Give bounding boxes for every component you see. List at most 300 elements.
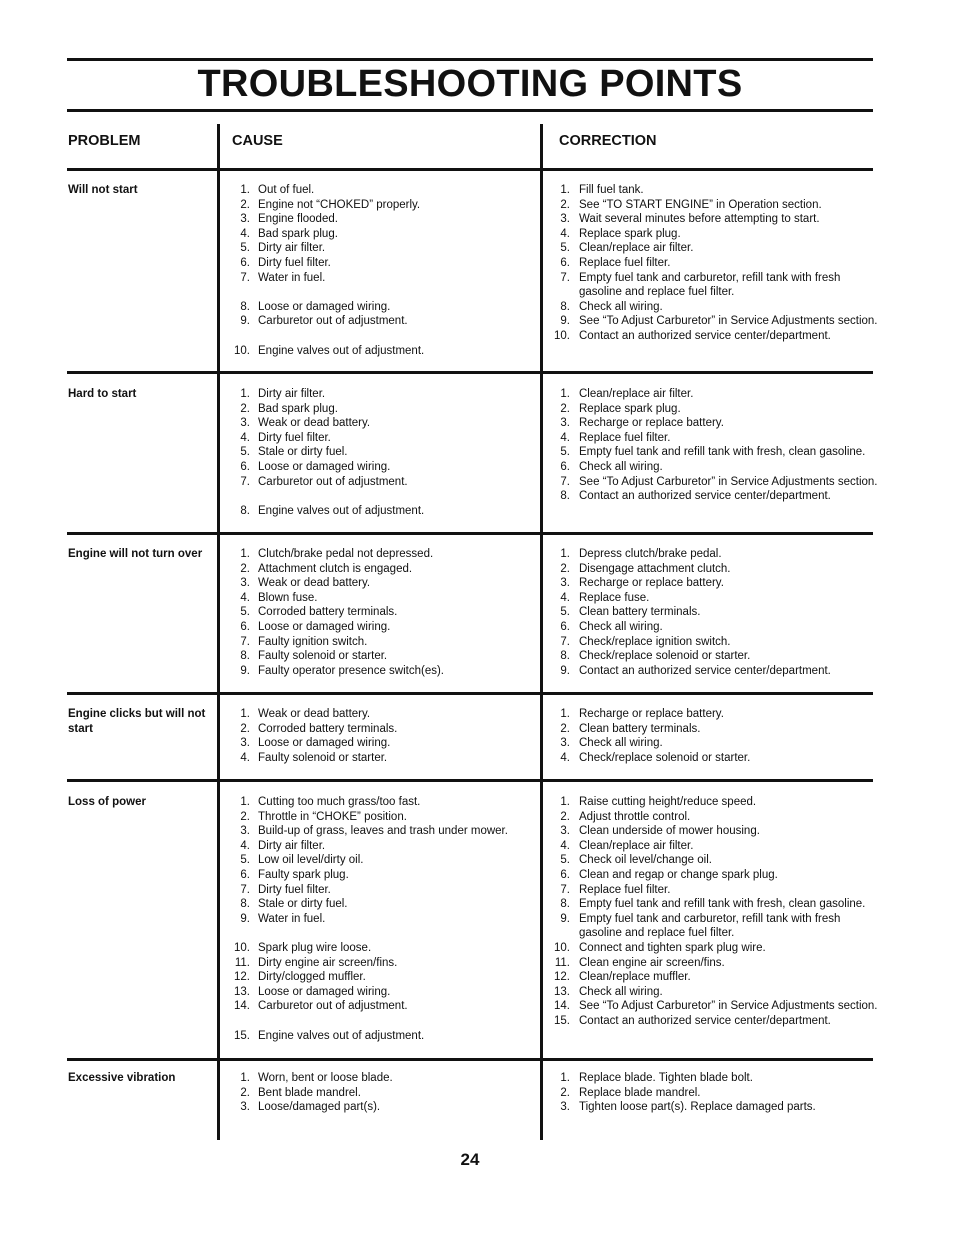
cause-list-will-not-start — [226, 183, 536, 358]
item-text: Disengage attachment clutch. — [579, 562, 731, 575]
item-text: Carburetor out of adjustment. — [258, 1000, 408, 1013]
item-text: Check/replace ignition switch. — [579, 635, 731, 648]
correction-list-loss-of-power — [546, 795, 886, 1029]
item-text: Dirty air filter. — [258, 242, 326, 255]
item-text: Clean battery terminals. — [579, 722, 701, 735]
item-number: 6. — [240, 460, 250, 473]
list-item — [546, 941, 886, 956]
item-text: Engine valves out of adjustment. — [258, 1029, 425, 1042]
list-item — [546, 970, 886, 985]
item-number: 8. — [240, 504, 250, 517]
list-item — [546, 431, 886, 446]
list-item — [226, 431, 536, 446]
item-number: 12. — [234, 971, 250, 984]
item-text: Water in fuel. — [258, 912, 326, 925]
item-number: 14. — [554, 1000, 570, 1013]
list-item — [546, 271, 886, 300]
row-divider — [67, 692, 873, 695]
item-text: Loose or damaged wiring. — [258, 985, 391, 998]
item-text: Bent blade mandrel. — [258, 1086, 361, 1099]
page-number: 24 — [460, 1150, 480, 1169]
list-item — [226, 256, 536, 271]
list-item — [546, 664, 886, 679]
list-item — [226, 839, 536, 854]
item-number: 3. — [240, 1101, 250, 1114]
item-text: Loose or damaged wiring. — [258, 300, 391, 313]
item-text: Connect and tighten spark plug wire. — [579, 941, 766, 954]
list-item — [546, 883, 886, 898]
item-number: 7. — [240, 475, 250, 488]
item-number: 7. — [240, 883, 250, 896]
list-item — [226, 504, 536, 519]
item-text: Adjust throttle control. — [579, 810, 691, 823]
item-text: Loose or damaged wiring. — [258, 737, 391, 750]
item-number: 6. — [240, 868, 250, 881]
item-number: 3. — [560, 1101, 570, 1114]
item-number: 3. — [560, 825, 570, 838]
list-item — [546, 256, 886, 271]
list-item — [226, 183, 536, 198]
list-item — [546, 795, 886, 810]
list-item — [226, 445, 536, 460]
item-number: 10. — [234, 941, 250, 954]
item-number: 2. — [560, 198, 570, 211]
header-cause: CAUSE — [232, 133, 283, 149]
list-item — [226, 212, 536, 227]
item-number: 2. — [560, 1086, 570, 1099]
item-text: Check all wiring. — [579, 460, 663, 473]
list-item — [226, 868, 536, 883]
item-text: Weak or dead battery. — [258, 577, 371, 590]
item-text: Empty fuel tank and refill tank with fresh, clean gasoline. — [579, 446, 866, 459]
item-number: 2. — [240, 562, 250, 575]
item-text: Replace fuel filter. — [579, 883, 671, 896]
item-text: Faulty solenoid or starter. — [258, 650, 388, 663]
item-text: Clean/replace air filter. — [579, 242, 694, 255]
item-number: 1. — [240, 1072, 250, 1084]
list-item — [546, 183, 886, 198]
list-item — [226, 562, 536, 577]
item-number: 5. — [560, 606, 570, 619]
item-text: Weak or dead battery. — [258, 417, 371, 430]
list-item — [546, 1014, 886, 1029]
item-text: Engine valves out of adjustment. — [258, 344, 425, 357]
list-item — [546, 460, 886, 475]
item-number: 7. — [560, 271, 570, 284]
list-item — [546, 416, 886, 431]
item-text: Dirty fuel filter. — [258, 883, 331, 896]
list-item — [226, 416, 536, 431]
item-text: Replace spark plug. — [579, 227, 681, 240]
list-spacer — [226, 285, 536, 300]
item-text: See “To Adjust Carburetor” in Service Adjustments section. — [579, 475, 878, 488]
item-text: Empty fuel tank and carburetor, refill tank with fresh gasoline and replace fuel filter. — [579, 912, 841, 940]
item-number: 2. — [560, 722, 570, 735]
item-text: Loose or damaged wiring. — [258, 460, 391, 473]
page-title: TROUBLESHOOTING POINTS — [197, 63, 743, 105]
item-number: 5. — [240, 242, 250, 255]
list-item — [546, 912, 886, 941]
item-text: Clean/replace air filter. — [579, 388, 694, 400]
item-text: Blown fuse. — [258, 591, 318, 604]
item-text: Dirty fuel filter. — [258, 431, 331, 444]
item-number: 3. — [560, 213, 570, 226]
list-item — [546, 1100, 886, 1115]
row-divider — [67, 532, 873, 535]
list-item — [226, 1029, 536, 1044]
item-number: 11. — [554, 956, 570, 969]
list-item — [226, 795, 536, 810]
item-text: Replace fuel filter. — [579, 431, 671, 444]
list-item — [226, 883, 536, 898]
item-number: 11. — [234, 956, 250, 969]
list-item — [226, 227, 536, 242]
list-item — [226, 736, 536, 751]
column-divider-right — [540, 124, 543, 1140]
item-text: Dirty fuel filter. — [258, 256, 331, 269]
item-text: See “To Adjust Carburetor” in Service Adjustments section. — [579, 1000, 878, 1013]
item-text: Corroded battery terminals. — [258, 722, 398, 735]
item-number: 5. — [240, 606, 250, 619]
list-item — [546, 591, 886, 606]
list-item — [546, 824, 886, 839]
list-item — [546, 387, 886, 402]
list-item — [226, 649, 536, 664]
list-item — [546, 897, 886, 912]
item-number: 5. — [560, 854, 570, 867]
list-item — [546, 445, 886, 460]
item-number: 3. — [240, 213, 250, 226]
list-spacer — [226, 329, 536, 344]
list-item — [226, 605, 536, 620]
item-number: 5. — [240, 446, 250, 459]
list-item — [226, 970, 536, 985]
item-text: Recharge or replace battery. — [579, 708, 724, 720]
list-item — [226, 722, 536, 737]
list-item — [546, 300, 886, 315]
item-text: Low oil level/dirty oil. — [258, 854, 364, 867]
item-text: Contact an authorized service center/department. — [579, 490, 831, 503]
list-item — [546, 562, 886, 577]
item-number: 4. — [560, 839, 570, 852]
list-item — [226, 591, 536, 606]
item-text: Carburetor out of adjustment. — [258, 475, 408, 488]
list-item — [226, 300, 536, 315]
item-text: Contact an authorized service center/department. — [579, 664, 831, 677]
item-text: Weak or dead battery. — [258, 708, 371, 720]
item-number: 2. — [240, 1086, 250, 1099]
item-number: 8. — [560, 650, 570, 663]
item-text: Dirty engine air screen/fins. — [258, 956, 398, 969]
list-item — [226, 387, 536, 402]
item-number: 6. — [240, 256, 250, 269]
correction-list-excessive-vibration — [546, 1071, 886, 1115]
item-text: Check oil level/change oil. — [579, 854, 712, 867]
item-text: Check all wiring. — [579, 620, 663, 633]
list-item — [546, 985, 886, 1000]
list-item — [546, 999, 886, 1014]
problem-excessive-vibration: Excessive vibration — [68, 1072, 176, 1084]
item-text: Replace blade. Tighten blade bolt. — [579, 1072, 753, 1084]
item-number: 4. — [560, 431, 570, 444]
item-number: 1. — [240, 708, 250, 720]
item-text: Replace spark plug. — [579, 402, 681, 415]
item-text: Stale or dirty fuel. — [258, 898, 348, 911]
list-item — [226, 241, 536, 256]
item-number: 8. — [560, 898, 570, 911]
item-text: Check all wiring. — [579, 300, 663, 313]
list-item — [546, 956, 886, 971]
item-text: Check/replace solenoid or starter. — [579, 650, 751, 663]
list-item — [546, 212, 886, 227]
list-item — [546, 868, 886, 883]
item-text: Clean underside of mower housing. — [579, 825, 760, 838]
list-item — [546, 402, 886, 417]
list-item — [226, 810, 536, 825]
item-text: See “To Adjust Carburetor” in Service Adjustments section. — [579, 315, 878, 328]
cause-list-engine-clicks — [226, 707, 536, 765]
list-spacer — [226, 1014, 536, 1029]
item-number: 9. — [240, 315, 250, 328]
problem-engine-clicks: Engine clicks but will not start — [68, 708, 206, 735]
item-number: 3. — [240, 417, 250, 430]
item-text: Replace fuel filter. — [579, 256, 671, 269]
list-item — [226, 576, 536, 591]
item-number: 4. — [560, 591, 570, 604]
item-text: Check/replace solenoid or starter. — [579, 751, 751, 764]
item-number: 7. — [560, 635, 570, 648]
list-item — [226, 402, 536, 417]
item-text: Dirty air filter. — [258, 388, 326, 400]
item-number: 15. — [234, 1029, 250, 1042]
item-text: Engine valves out of adjustment. — [258, 504, 425, 517]
list-item — [226, 314, 536, 329]
item-number: 1. — [560, 1072, 570, 1084]
item-number: 2. — [240, 810, 250, 823]
item-text: Faulty operator presence switch(es). — [258, 664, 444, 677]
list-item — [546, 722, 886, 737]
item-text: Water in fuel. — [258, 271, 326, 284]
item-text: Out of fuel. — [258, 184, 315, 196]
cause-list-hard-to-start — [226, 387, 536, 518]
item-number: 9. — [560, 664, 570, 677]
item-text: Recharge or replace battery. — [579, 577, 724, 590]
item-number: 2. — [560, 562, 570, 575]
item-text: Clean and regap or change spark plug. — [579, 868, 778, 881]
item-number: 4. — [240, 839, 250, 852]
list-item — [226, 1100, 536, 1115]
item-number: 6. — [560, 868, 570, 881]
column-divider-left — [217, 124, 220, 1140]
list-item — [226, 271, 536, 286]
item-number: 3. — [240, 577, 250, 590]
item-text: Empty fuel tank and carburetor, refill tank with fresh gasoline and replace fuel filter. — [579, 271, 841, 299]
list-spacer — [226, 926, 536, 941]
list-item — [226, 344, 536, 359]
item-number: 3. — [240, 737, 250, 750]
item-number: 1. — [240, 388, 250, 400]
list-item — [546, 736, 886, 751]
item-number: 9. — [240, 912, 250, 925]
list-item — [546, 707, 886, 722]
list-item — [226, 1086, 536, 1101]
item-text: Corroded battery terminals. — [258, 606, 398, 619]
item-number: 7. — [240, 635, 250, 648]
row-divider — [67, 1058, 873, 1061]
list-item — [226, 620, 536, 635]
item-text: Clean engine air screen/fins. — [579, 956, 725, 969]
item-text: Engine not “CHOKED” properly. — [258, 198, 421, 211]
list-item — [226, 751, 536, 766]
item-number: 4. — [240, 227, 250, 240]
item-text: Check all wiring. — [579, 737, 663, 750]
item-text: Engine flooded. — [258, 213, 338, 226]
item-number: 4. — [240, 751, 250, 764]
list-item — [226, 956, 536, 971]
item-text: Cutting too much grass/too fast. — [258, 796, 421, 808]
item-number: 2. — [560, 810, 570, 823]
item-number: 8. — [240, 650, 250, 663]
list-item — [546, 751, 886, 766]
item-text: Clean/replace muffler. — [579, 971, 691, 984]
list-item — [546, 547, 886, 562]
list-spacer — [226, 489, 536, 504]
item-number: 2. — [240, 402, 250, 415]
item-text: Stale or dirty fuel. — [258, 446, 348, 459]
problem-engine-will-not-turn-over: Engine will not turn over — [68, 548, 203, 560]
list-item — [226, 547, 536, 562]
list-item — [226, 912, 536, 927]
item-text: Bad spark plug. — [258, 227, 338, 240]
item-number: 12. — [554, 971, 570, 984]
list-item — [226, 985, 536, 1000]
item-text: Faulty solenoid or starter. — [258, 751, 388, 764]
list-item — [546, 329, 886, 344]
problem-will-not-start: Will not start — [68, 184, 138, 196]
list-item — [226, 198, 536, 213]
item-text: Replace blade mandrel. — [579, 1086, 701, 1099]
correction-list-engine-clicks — [546, 707, 886, 765]
cause-list-excessive-vibration — [226, 1071, 536, 1115]
list-item — [226, 999, 536, 1014]
item-number: 2. — [240, 198, 250, 211]
item-number: 8. — [560, 300, 570, 313]
item-number: 10. — [554, 329, 570, 342]
list-item — [226, 1071, 536, 1086]
header-correction: CORRECTION — [559, 133, 657, 149]
item-text: Loose or damaged wiring. — [258, 620, 391, 633]
item-text: Build-up of grass, leaves and trash under mower. — [258, 825, 508, 838]
item-text: Raise cutting height/reduce speed. — [579, 796, 757, 808]
item-number: 5. — [560, 242, 570, 255]
item-text: Replace fuse. — [579, 591, 650, 604]
list-item — [546, 620, 886, 635]
item-text: Check all wiring. — [579, 985, 663, 998]
item-number: 7. — [560, 475, 570, 488]
item-number: 9. — [240, 664, 250, 677]
item-text: Bad spark plug. — [258, 402, 338, 415]
list-item — [546, 839, 886, 854]
item-number: 1. — [560, 548, 570, 560]
list-item — [226, 664, 536, 679]
item-number: 3. — [560, 417, 570, 430]
row-divider — [67, 371, 873, 374]
item-text: Spark plug wire loose. — [258, 941, 372, 954]
item-text: Faulty ignition switch. — [258, 635, 368, 648]
item-text: Attachment clutch is engaged. — [258, 562, 413, 575]
list-item — [226, 475, 536, 490]
item-number: 1. — [560, 184, 570, 196]
item-text: Clean/replace air filter. — [579, 839, 694, 852]
item-number: 9. — [560, 912, 570, 925]
item-number: 1. — [240, 796, 250, 808]
list-item — [546, 576, 886, 591]
list-item — [546, 635, 886, 650]
item-text: Dirty air filter. — [258, 839, 326, 852]
item-number: 8. — [560, 490, 570, 503]
item-text: Wait several minutes before attempting to start. — [579, 213, 820, 226]
item-number: 15. — [554, 1014, 570, 1027]
item-number: 5. — [560, 446, 570, 459]
item-text: Loose/damaged part(s). — [258, 1101, 381, 1114]
title-bottom-rule — [67, 109, 873, 112]
item-number: 9. — [560, 315, 570, 328]
item-number: 7. — [560, 883, 570, 896]
item-number: 10. — [234, 344, 250, 357]
item-text: Clutch/brake pedal not depressed. — [258, 548, 434, 560]
problem-loss-of-power: Loss of power — [68, 796, 146, 808]
item-text: Carburetor out of adjustment. — [258, 315, 408, 328]
item-number: 6. — [560, 460, 570, 473]
item-text: Dirty/clogged muffler. — [258, 971, 366, 984]
item-text: Tighten loose part(s). Replace damaged parts. — [579, 1101, 816, 1114]
item-number: 3. — [240, 825, 250, 838]
item-number: 13. — [234, 985, 250, 998]
list-item — [546, 605, 886, 620]
item-number: 1. — [240, 548, 250, 560]
item-number: 8. — [240, 300, 250, 313]
problem-hard-to-start: Hard to start — [68, 388, 137, 400]
item-number: 3. — [560, 737, 570, 750]
item-text: Worn, bent or loose blade. — [258, 1072, 393, 1084]
correction-list-will-not-start — [546, 183, 886, 344]
list-item — [546, 314, 886, 329]
item-number: 4. — [560, 751, 570, 764]
item-number: 1. — [560, 388, 570, 400]
item-text: Faulty spark plug. — [258, 868, 349, 881]
item-text: Fill fuel tank. — [579, 184, 644, 196]
item-text: Throttle in “CHOKE” position. — [258, 810, 407, 823]
list-item — [226, 897, 536, 912]
item-number: 10. — [554, 941, 570, 954]
list-item — [546, 241, 886, 256]
cause-list-loss-of-power — [226, 795, 536, 1043]
item-text: Depress clutch/brake pedal. — [579, 548, 722, 560]
cause-list-engine-will-not-turn-over — [226, 547, 536, 678]
list-item — [546, 1071, 886, 1086]
list-item — [546, 227, 886, 242]
item-number: 1. — [240, 184, 250, 196]
item-number: 1. — [560, 796, 570, 808]
list-item — [546, 810, 886, 825]
item-number: 2. — [560, 402, 570, 415]
item-text: Recharge or replace battery. — [579, 417, 724, 430]
item-text: Empty fuel tank and refill tank with fresh, clean gasoline. — [579, 898, 866, 911]
item-text: See “TO START ENGINE” in Operation section. — [579, 198, 822, 211]
list-item — [226, 824, 536, 839]
item-number: 6. — [560, 620, 570, 633]
item-number: 6. — [560, 256, 570, 269]
